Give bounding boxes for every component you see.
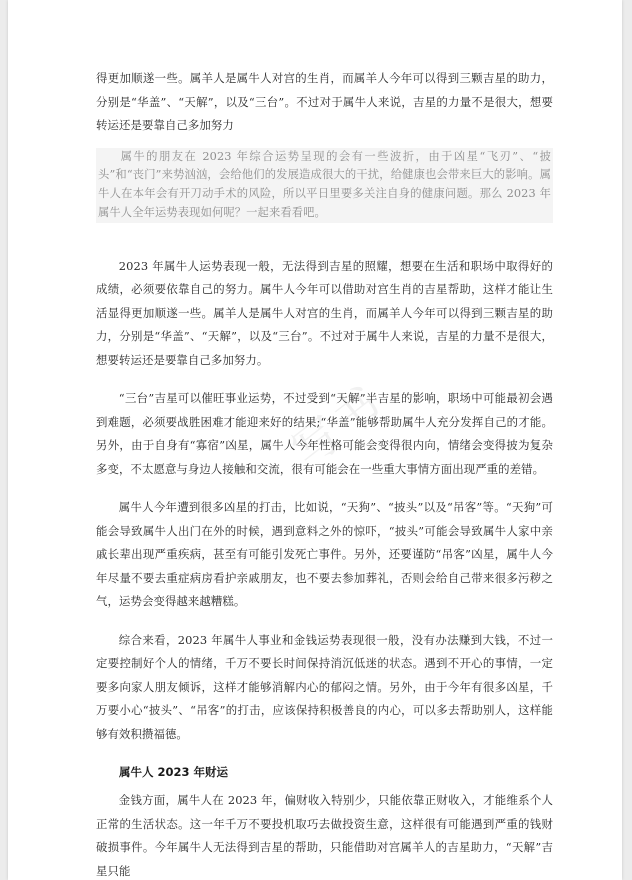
document-content: [96, 67, 553, 880]
paragraph-lucky-stars: “三台”吉星可以催旺事业运势，不过受到“天解”半吉星的影响，职场中可能最初会遇到难题，必须要战胜困难才能迎来好的结果;“华盖”能够帮助属牛人充分发挥自己的才能。另外，由于自身有“寡宿”凶星，属牛人今年性格可能会变得很内向，情绪会变得披为复杂多变，不太愿意与身边人接触和交流，很有可能会在一些重大事情方面出现严重的差错。: [96, 391, 553, 476]
paragraph-overview: 2023 年属牛人运势表现一般，无法得到吉星的照耀，想要在生活和职场中取得好的成绩，必须要依靠自己的努力。属牛人今年可以借助对宫生肖的吉星帮助，这样才能让生活显得更加顺遂一些。属羊人是属牛人对宫的生肖，而属羊人今年可以得到三颗吉星的助力，分别是“华盖”、“天解”，以及“三台”。不过对于属牛人来说，吉星的力量不是很大，想要转运还是要靠自己多加努力。: [96, 258, 553, 367]
summary-quote-block: [96, 148, 553, 223]
document-page: [8, 0, 622, 880]
watermark-text: 写书: [281, 373, 394, 478]
section-heading-wealth: 属牛人 2023 年财运: [119, 765, 229, 780]
paragraph-unlucky-stars: 属牛人今年遭到很多凶星的打击，比如说，“天狗”、“披头”以及“吊客”等。“天狗”可能会导致属牛人出门在外的时候，遇到意料之外的惊吓，“披头”可能会导致属牛人家中亲戚长辈出现严重疾病，甚至有可能引发死亡事件。另外，还要谨防“吊客”凶星，属牛人今年尽量不要去重症病房看护亲戚朋友，也不要去参加葬礼，否则会给自己带来很多污秽之气，运势会变得越来越糟糕。: [96, 500, 553, 609]
paragraph-wealth: 金钱方面，属牛人在 2023 年，偏财收入特别少，只能依靠正财收入，才能维系个人正常的生活状态。这一年千万不要投机取巧去做投资生意，这样很有可能遇到严重的钱财破损事件。今年属牛人无法得到吉星的帮助，只能借助对宫属羊人的吉星助力，“天解”吉星只能: [96, 793, 553, 878]
intro-paragraph: 得更加顺遂一些。属羊人是属牛人对宫的生肖，而属羊人今年可以得到三颗吉星的助力，分别是“华盖”、“天解”，以及“三台”。不过对于属牛人来说，吉星的力量不是很大，想要转运还是要靠自己多加努力: [96, 71, 553, 132]
summary-quote-text: 属牛的朋友在 2023 年综合运势呈现的会有一些波折，由于凶星“飞刃”、“披头”和“丧门”来势汹汹，会给他们的发展造成很大的干扰，给健康也会带来巨大的影响。属牛人在本年会有开刀动手术的风险，所以平日里要多关注自身的健康问题。那么 2023 年属牛人全年运势表现如何呢？一起来看看吧。: [98, 149, 551, 219]
paragraph-summary: 综合来看，2023 年属牛人事业和金钱运势表现很一般，没有办法赚到大钱，不过一定要控制好个人的情绪，千万不要长时间保持消沉低迷的状态。遇到不开心的事情，一定要多向家人朋友倾诉，这样才能够消解内心的郁闷之情。另外，由于今年有很多凶星，千万要小心“披头”、“吊客”的打击，应该保持积极善良的内心，可以多去帮助别人，这样能够有效积攒福德。: [96, 632, 553, 741]
